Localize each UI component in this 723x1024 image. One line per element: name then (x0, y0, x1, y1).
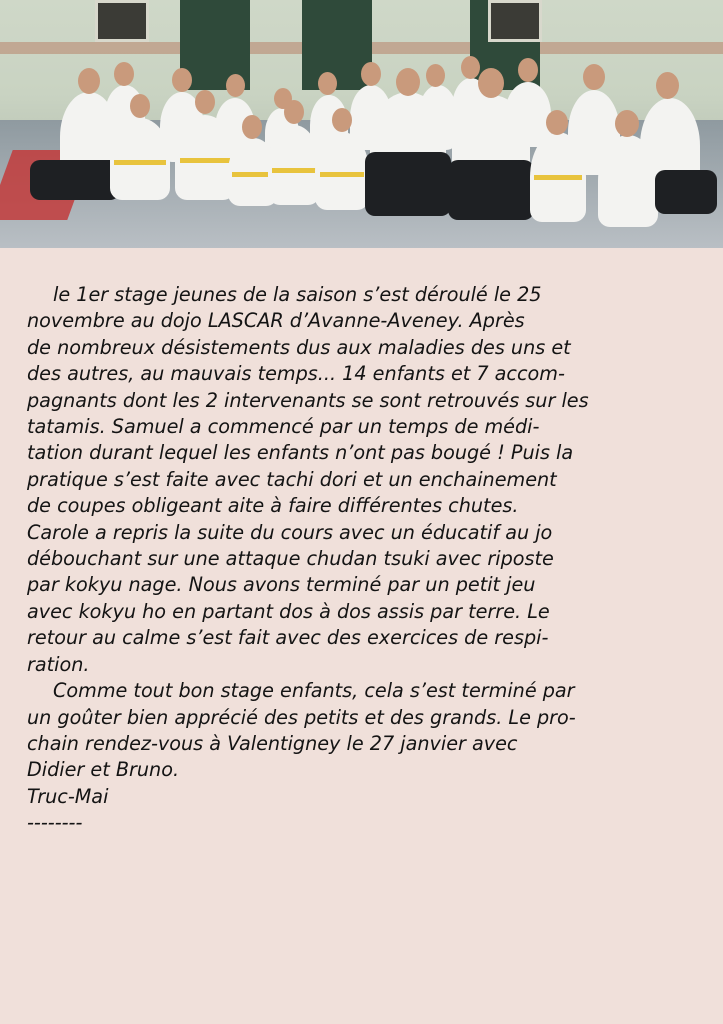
article-body (27, 282, 699, 837)
text-line: des autres, au mauvais temps... 14 enfants et 7 accom- (27, 362, 565, 386)
person-head (242, 115, 262, 139)
article-paragraph-1 (27, 282, 699, 678)
person-head (478, 68, 504, 98)
person-head (396, 68, 420, 96)
text-line: Carole a repris la suite du cours avec un éducatif au jo (27, 520, 553, 544)
text-line: avec kokyu ho en partant dos à dos assis par terre. Le (27, 599, 550, 623)
hakama (448, 160, 534, 220)
person (315, 132, 369, 210)
hakama (365, 152, 451, 216)
person-head (130, 94, 150, 118)
hakama (655, 170, 717, 214)
group-photo (0, 0, 723, 248)
belt (534, 175, 582, 180)
person-head (114, 62, 134, 86)
wall-frame (488, 0, 542, 42)
article-paragraph-2 (27, 678, 699, 784)
person-head (226, 74, 245, 97)
text-line: Comme tout bon stage enfants, cela s’est terminé par (53, 679, 575, 703)
text-line: le 1er stage jeunes de la saison s’est déroulé le 25 (53, 283, 542, 306)
text-line: chain rendez-vous à Valentigney le 27 janvier avec (27, 731, 518, 755)
text-line: pagnants dont les 2 intervenants se sont retrouvés sur les (27, 388, 589, 412)
text-line: novembre au dojo LASCAR d’Avanne-Aveney. Après (27, 309, 525, 333)
text-line: pratique s’est faite avec tachi dori et un enchainement (27, 467, 557, 491)
text-line: de nombreux désistements dus aux maladies des uns et (27, 335, 571, 359)
text-line: de coupes obligeant aite à faire différentes chutes. (27, 494, 519, 518)
hakama (30, 160, 120, 200)
belt (114, 160, 166, 165)
person (268, 125, 320, 205)
person-head (546, 110, 568, 135)
person-head (656, 72, 679, 99)
text-line: par kokyu nage. Nous avons terminé par un petit jeu (27, 573, 536, 597)
person-head (172, 68, 192, 92)
person-head (583, 64, 605, 90)
wall-frame (95, 0, 149, 42)
signature: Truc-Mai (27, 784, 109, 808)
text-line: tatamis. Samuel a commencé par un temps de médi- (27, 415, 540, 439)
person-head (78, 68, 100, 94)
person-head (426, 64, 445, 87)
belt (320, 172, 364, 177)
person-head (318, 72, 337, 95)
person-head (332, 108, 352, 132)
text-line: retour au calme s’est fait avec des exercices de respi- (27, 626, 549, 650)
person (598, 135, 658, 227)
person-head (615, 110, 639, 137)
signature-block (27, 784, 699, 837)
person-head (361, 62, 381, 86)
person-head (461, 56, 480, 79)
separator: -------- (27, 811, 83, 835)
person-head (518, 58, 538, 82)
text-line: débouchant sur une attaque chudan tsuki avec riposte (27, 547, 554, 571)
text-line: ration. (27, 652, 90, 676)
person-head (284, 100, 304, 124)
person-head (195, 90, 215, 114)
person (110, 118, 170, 200)
belt (272, 168, 316, 173)
text-line: Didier et Bruno. (27, 758, 180, 782)
text-line: un goûter bien apprécié des petits et des grands. Le pro- (27, 705, 576, 729)
belt (180, 158, 230, 163)
text-line: tation durant lequel les enfants n’ont pas bougé ! Puis la (27, 441, 574, 465)
